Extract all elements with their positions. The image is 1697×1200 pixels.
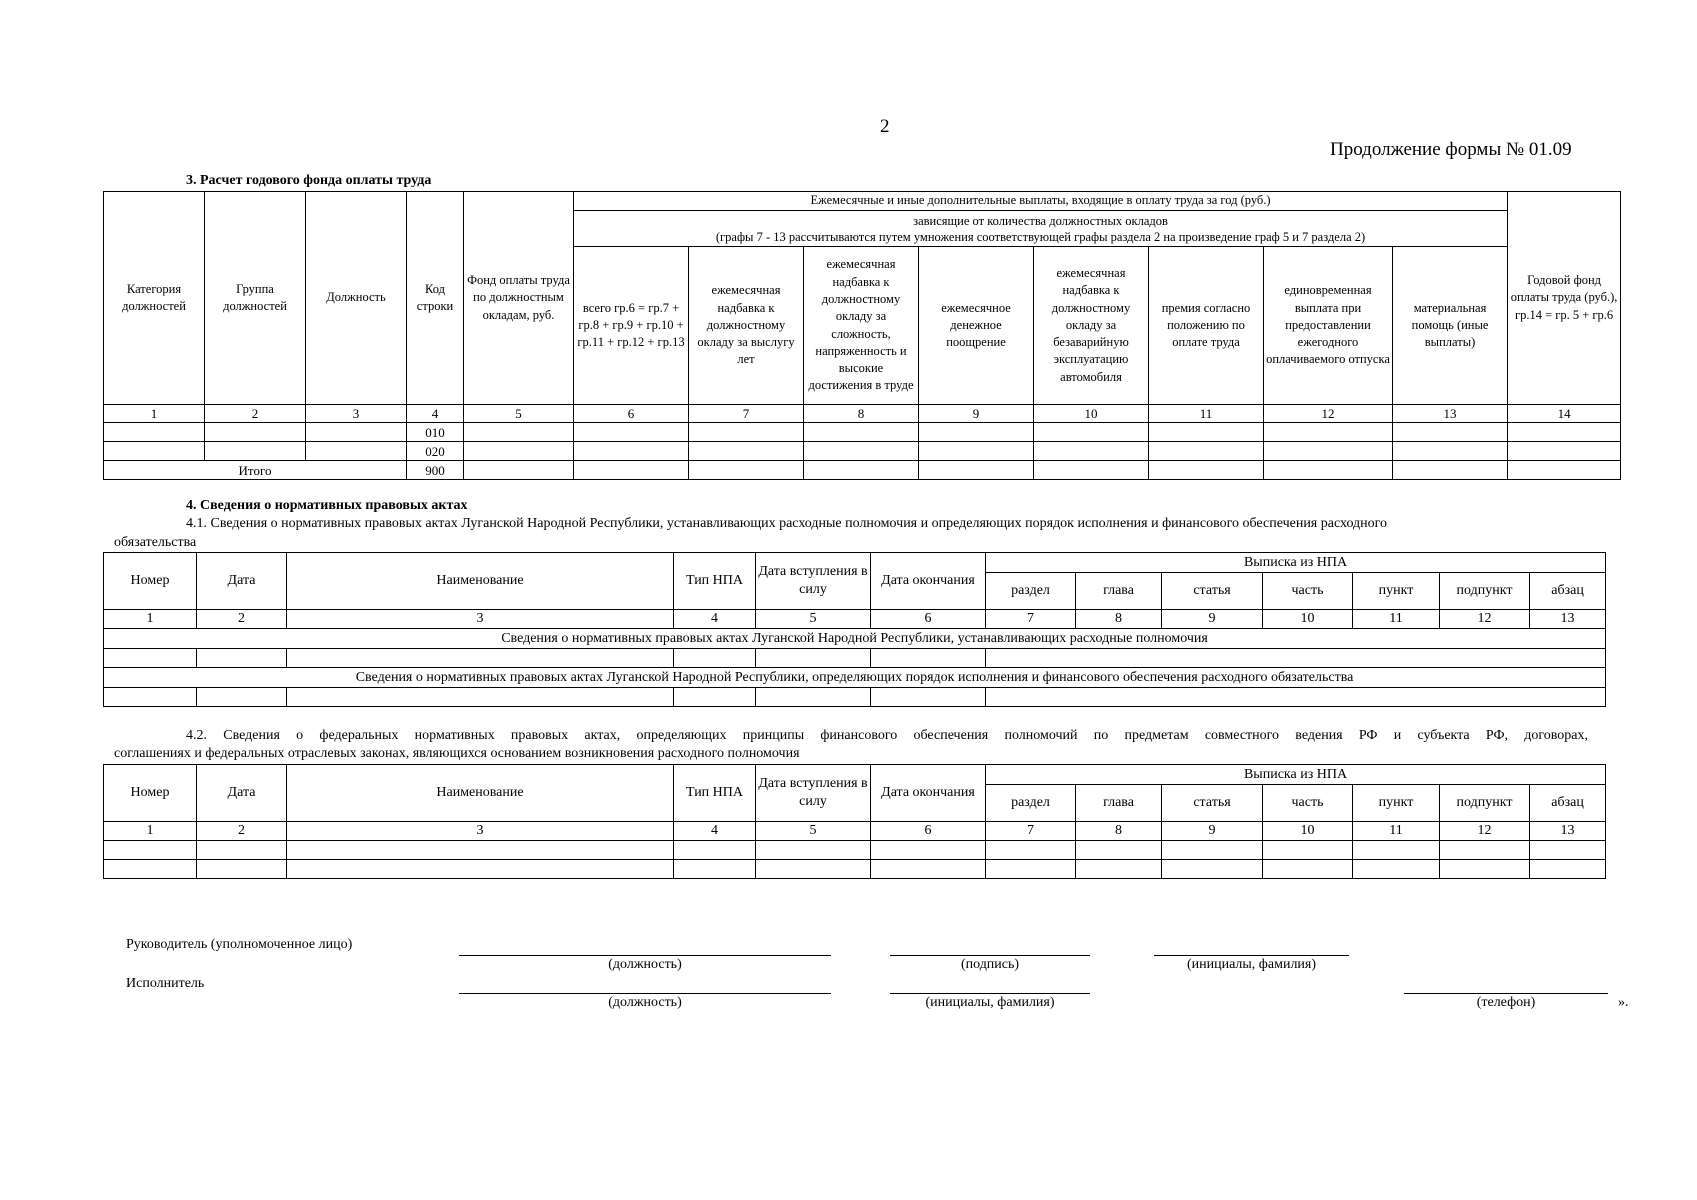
colnum: 5 — [464, 405, 574, 423]
cell[interactable] — [1162, 841, 1263, 860]
colnum: 6 — [574, 405, 689, 423]
page-number: 2 — [880, 116, 890, 137]
cell[interactable] — [986, 860, 1076, 879]
col-category-header: Категория должностей — [104, 192, 205, 405]
cell[interactable] — [986, 841, 1076, 860]
dependent-line1: зависящие от количества должностных окладов — [913, 213, 1168, 228]
cell[interactable] — [197, 649, 287, 668]
colnum: 13 — [1530, 822, 1606, 841]
cell[interactable] — [1393, 442, 1508, 461]
col-encouragement-header: ежемесячное денежное поощрение — [919, 247, 1034, 405]
executor-initials-caption: (инициалы, фамилия) — [925, 995, 1055, 1010]
table-row — [104, 841, 1606, 860]
cell[interactable] — [689, 442, 804, 461]
cell[interactable] — [306, 442, 407, 461]
total-code: 900 — [407, 461, 464, 480]
cell[interactable] — [804, 423, 919, 442]
payments-header: Ежемесячные и иные дополнительные выплаты, входящие в оплату труда за год (руб.) — [574, 192, 1508, 211]
cell[interactable] — [205, 442, 306, 461]
col-bonus-header: премия согласно положению по оплате труда — [1149, 247, 1264, 405]
cell[interactable] — [1263, 860, 1353, 879]
cell[interactable] — [574, 442, 689, 461]
cell[interactable] — [1393, 461, 1508, 480]
col-glava-header: глава — [1076, 573, 1162, 610]
col-type-header: Тип НПА — [674, 765, 756, 822]
cell[interactable] — [104, 841, 197, 860]
colnum: 3 — [287, 822, 674, 841]
total-label: Итого — [104, 461, 407, 480]
cell[interactable] — [1264, 461, 1393, 480]
cell[interactable] — [674, 860, 756, 879]
table-row — [104, 688, 1606, 707]
group-heading-financing: Сведения о нормативных правовых актах Луганской Народной Республики, определяющих порядок исполнения и финансового обеспечения расходного обязательства — [104, 668, 1606, 688]
colnum: 5 — [756, 822, 871, 841]
colnum: 3 — [287, 610, 674, 629]
cell[interactable] — [1264, 442, 1393, 461]
closing-mark: ». — [1618, 995, 1629, 1010]
executor-phone-line[interactable] — [1404, 993, 1608, 994]
cell[interactable] — [287, 688, 674, 707]
colnum: 12 — [1440, 610, 1530, 629]
cell[interactable] — [1530, 860, 1606, 879]
colnum: 1 — [104, 610, 197, 629]
cell[interactable] — [804, 442, 919, 461]
colnum: 12 — [1440, 822, 1530, 841]
cell[interactable] — [986, 649, 1606, 668]
cell[interactable] — [197, 688, 287, 707]
executor-phone-caption: (телефон) — [1476, 995, 1536, 1010]
col-name-header: Наименование — [287, 765, 674, 822]
cell[interactable] — [1393, 423, 1508, 442]
cell[interactable] — [1263, 841, 1353, 860]
payroll-table — [103, 191, 1621, 480]
head-signature-line[interactable] — [890, 955, 1090, 956]
cell[interactable] — [919, 442, 1034, 461]
cell[interactable] — [1264, 423, 1393, 442]
cell[interactable] — [104, 442, 205, 461]
cell[interactable] — [287, 649, 674, 668]
col-effective-header: Дата вступления в силу — [756, 765, 871, 822]
col-group-header: Группа должностей — [205, 192, 306, 405]
dependent-line2: (графы 7 - 13 рассчитываются путем умножения соответствующей графы раздела 2 на произведение граф 5 и 7 раздела 2) — [715, 229, 1366, 244]
cell[interactable] — [674, 841, 756, 860]
head-label: Руководитель (уполномоченное лицо) — [126, 937, 353, 952]
head-initials-line[interactable] — [1154, 955, 1349, 956]
col-razdel-header: раздел — [986, 573, 1076, 610]
col-seniority-header: ежемесячная надбавка к должностному окладу за выслугу лет — [689, 247, 804, 405]
colnum: 5 — [756, 610, 871, 629]
col-punkt-header: пункт — [1353, 573, 1440, 610]
col-abzac-header: абзац — [1530, 573, 1606, 610]
colnum: 8 — [1076, 822, 1162, 841]
colnum: 12 — [1264, 405, 1393, 423]
cell[interactable] — [1034, 423, 1149, 442]
colnum: 4 — [674, 610, 756, 629]
npa-table-federal — [103, 764, 1606, 879]
cell[interactable] — [919, 423, 1034, 442]
column-numbers-row — [104, 822, 1606, 841]
cell[interactable] — [104, 860, 197, 879]
colnum: 10 — [1263, 822, 1353, 841]
executor-initials-line[interactable] — [890, 993, 1090, 994]
colnum: 7 — [689, 405, 804, 423]
section4-title: 4. Сведения о нормативных правовых актах — [186, 498, 468, 513]
colnum: 6 — [871, 822, 986, 841]
col-statya-header: статья — [1162, 573, 1263, 610]
cell[interactable] — [287, 841, 674, 860]
table-row — [104, 423, 1621, 442]
cell[interactable] — [689, 461, 804, 480]
cell[interactable] — [1149, 461, 1264, 480]
cell[interactable] — [574, 423, 689, 442]
executor-position-caption: (должность) — [608, 995, 682, 1010]
cell[interactable] — [205, 423, 306, 442]
cell[interactable] — [1440, 841, 1530, 860]
cell[interactable] — [197, 860, 287, 879]
col-code-header: Код строки — [407, 192, 464, 405]
col-number-header: Номер — [104, 765, 197, 822]
executor-position-line[interactable] — [459, 993, 831, 994]
cell[interactable] — [1162, 860, 1263, 879]
cell[interactable] — [756, 860, 871, 879]
col-abzac-header: абзац — [1530, 785, 1606, 822]
col-vehicle-header: ежемесячная надбавка к должностному окладу за безаварийную эксплуатацию автомобиля — [1034, 247, 1149, 405]
subsection-4-2-cont: соглашениях и федеральных отраслевых законах, являющихся основанием возникновения расходного полномочия — [114, 746, 800, 761]
col-glava-header: глава — [1076, 785, 1162, 822]
form-continuation: Продолжение формы № 01.09 — [1330, 139, 1572, 160]
executor-label: Исполнитель — [126, 976, 205, 991]
colnum: 7 — [986, 610, 1076, 629]
extract-header: Выписка из НПА — [986, 765, 1606, 785]
cell[interactable] — [1440, 860, 1530, 879]
colnum: 9 — [1162, 610, 1263, 629]
colnum: 13 — [1530, 610, 1606, 629]
colnum: 10 — [1034, 405, 1149, 423]
cell[interactable] — [306, 423, 407, 442]
cell[interactable] — [1530, 841, 1606, 860]
total-row — [104, 461, 1621, 480]
dependent-payments-header — [574, 211, 1508, 247]
col-end-header: Дата окончания — [871, 553, 986, 610]
colnum: 13 — [1393, 405, 1508, 423]
colnum: 7 — [986, 822, 1076, 841]
col-chast-header: часть — [1263, 785, 1353, 822]
col-statya-header: статья — [1162, 785, 1263, 822]
cell[interactable] — [1353, 841, 1440, 860]
colnum: 9 — [1162, 822, 1263, 841]
cell[interactable] — [1508, 423, 1621, 442]
colnum: 2 — [197, 822, 287, 841]
col-vacation-header: единовременная выплата при предоставлении ежегодного оплачиваемого отпуска — [1264, 247, 1393, 405]
col-position-header: Должность — [306, 192, 407, 405]
npa-table-regional — [103, 552, 1606, 707]
col-annual-header: Годовой фонд оплаты труда (руб.), гр.14 = гр. 5 + гр.6 — [1508, 192, 1621, 405]
cell[interactable] — [674, 649, 756, 668]
cell[interactable] — [871, 688, 986, 707]
col-fund-header: Фонд оплаты труда по должностным окладам, руб. — [464, 192, 574, 405]
cell[interactable] — [1353, 860, 1440, 879]
colnum: 6 — [871, 610, 986, 629]
column-numbers-row — [104, 610, 1606, 629]
col-date-header: Дата — [197, 553, 287, 610]
cell[interactable] — [919, 461, 1034, 480]
head-position-caption: (должность) — [608, 957, 682, 972]
colnum: 4 — [674, 822, 756, 841]
cell[interactable] — [1149, 442, 1264, 461]
subsection-4-2: 4.2. Сведения о федеральных нормативных правовых актах, определяющих принципы финансового обеспечения полномочий по предметам совместного ведения РФ и субъекта РФ, договорах, — [186, 728, 1588, 743]
cell[interactable] — [1508, 461, 1621, 480]
cell[interactable] — [1034, 461, 1149, 480]
col-podpunkt-header: подпункт — [1440, 573, 1530, 610]
col-effective-header: Дата вступления в силу — [756, 553, 871, 610]
colnum: 1 — [104, 822, 197, 841]
cell[interactable] — [1508, 442, 1621, 461]
col-punkt-header: пункт — [1353, 785, 1440, 822]
colnum: 11 — [1353, 822, 1440, 841]
cell[interactable] — [104, 688, 197, 707]
col-podpunkt-header: подпункт — [1440, 785, 1530, 822]
cell[interactable] — [104, 423, 205, 442]
extract-header: Выписка из НПА — [986, 553, 1606, 573]
row-code: 020 — [407, 442, 464, 461]
cell[interactable] — [464, 461, 574, 480]
cell[interactable] — [574, 461, 689, 480]
cell[interactable] — [871, 841, 986, 860]
cell[interactable] — [986, 688, 1606, 707]
subsection-4-1-cont: обязательства — [114, 535, 197, 550]
col-total-header: всего гр.6 = гр.7 + гр.8 + гр.9 + гр.10 + гр.11 + гр.12 + гр.13 — [574, 247, 689, 405]
cell[interactable] — [1034, 442, 1149, 461]
cell[interactable] — [756, 841, 871, 860]
col-chast-header: часть — [1263, 573, 1353, 610]
colnum: 11 — [1149, 405, 1264, 423]
column-numbers-row — [104, 405, 1621, 423]
cell[interactable] — [674, 688, 756, 707]
subsection-4-1: 4.1. Сведения о нормативных правовых актах Луганской Народной Республики, устанавливающих расходные полномочия и определяющих порядок исполнения и финансового обеспечения расходного — [186, 516, 1388, 531]
head-initials-caption: (инициалы, фамилия) — [1186, 957, 1317, 972]
colnum: 11 — [1353, 610, 1440, 629]
col-number-header: Номер — [104, 553, 197, 610]
colnum: 3 — [306, 405, 407, 423]
table-row — [104, 860, 1606, 879]
col-end-header: Дата окончания — [871, 765, 986, 822]
section3-title: 3. Расчет годового фонда оплаты труда — [186, 173, 432, 188]
cell[interactable] — [756, 688, 871, 707]
cell[interactable] — [464, 423, 574, 442]
cell[interactable] — [689, 423, 804, 442]
cell[interactable] — [804, 461, 919, 480]
cell[interactable] — [756, 649, 871, 668]
colnum: 2 — [205, 405, 306, 423]
col-date-header: Дата — [197, 765, 287, 822]
cell[interactable] — [1076, 860, 1162, 879]
colnum: 1 — [104, 405, 205, 423]
col-razdel-header: раздел — [986, 785, 1076, 822]
cell[interactable] — [871, 860, 986, 879]
head-position-line[interactable] — [459, 955, 831, 956]
row-code: 010 — [407, 423, 464, 442]
colnum: 9 — [919, 405, 1034, 423]
colnum: 2 — [197, 610, 287, 629]
col-aid-header: материальная помощь (иные выплаты) — [1393, 247, 1508, 405]
colnum: 8 — [1076, 610, 1162, 629]
cell[interactable] — [1149, 423, 1264, 442]
group-heading-powers: Сведения о нормативных правовых актах Луганской Народной Республики, устанавливающих расходные полномочия — [104, 629, 1606, 649]
head-signature-caption: (подпись) — [960, 957, 1020, 972]
table-row — [104, 649, 1606, 668]
colnum: 8 — [804, 405, 919, 423]
colnum: 14 — [1508, 405, 1621, 423]
cell[interactable] — [464, 442, 574, 461]
colnum: 4 — [407, 405, 464, 423]
col-type-header: Тип НПА — [674, 553, 756, 610]
colnum: 10 — [1263, 610, 1353, 629]
col-name-header: Наименование — [287, 553, 674, 610]
cell[interactable] — [104, 649, 197, 668]
cell[interactable] — [287, 860, 674, 879]
cell[interactable] — [871, 649, 986, 668]
col-complexity-header: ежемесячная надбавка к должностному окладу за сложность, напряженность и высокие достижения в труде — [804, 247, 919, 405]
table-row — [104, 442, 1621, 461]
cell[interactable] — [1076, 841, 1162, 860]
cell[interactable] — [197, 841, 287, 860]
